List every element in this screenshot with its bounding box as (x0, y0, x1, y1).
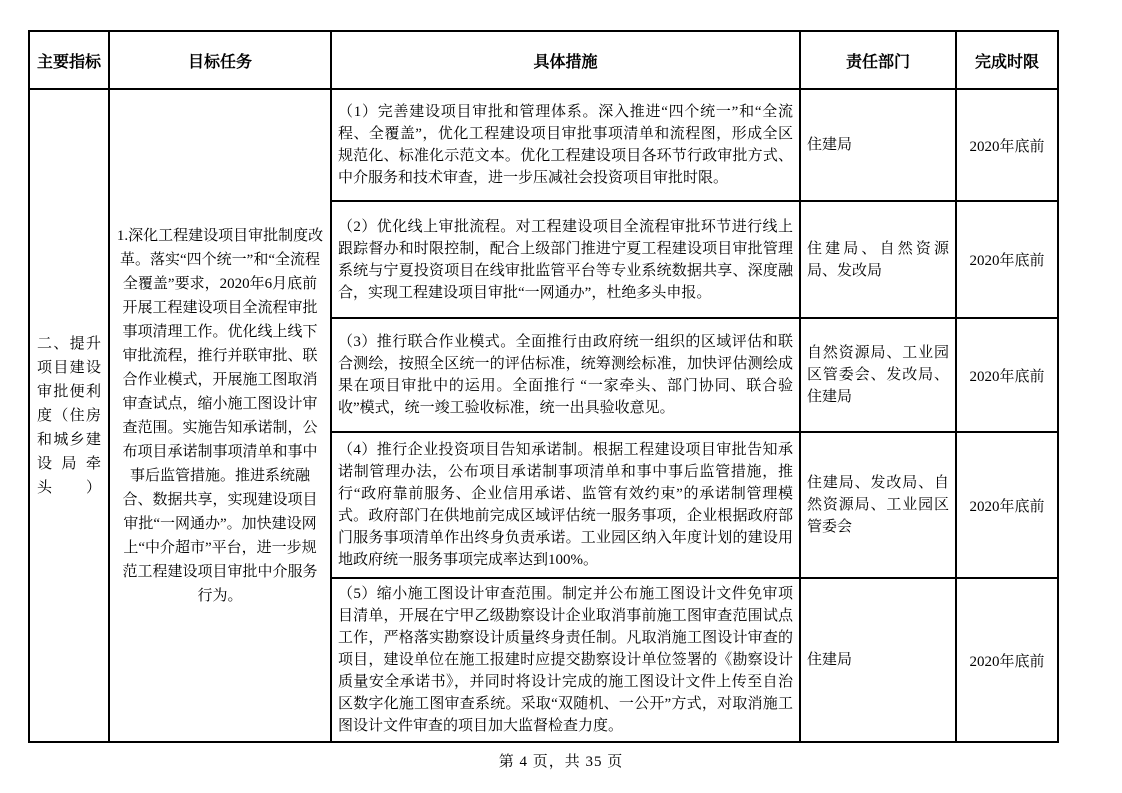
header-main-indicator: 主要指标 (29, 31, 109, 89)
main-indicator-cell: 二、提升项目建设审批便利度（住房和城乡建设局牵头） (29, 89, 109, 742)
deadline-cell-2: 2020年底前 (956, 201, 1058, 318)
department-cell-1: 住建局 (800, 89, 956, 201)
department-cell-5: 住建局 (800, 578, 956, 742)
table-header-row (29, 31, 1058, 89)
measure-cell-3: （3）推行联合作业模式。全面推行由政府统一组织的区域评估和联合测绘，按照全区统一的评估标准，统筹测绘标准，加快评估测绘成果在项目审批中的运用。全面推行 “一家牵头、部门协同、联合验收”模式，统一竣工验收标准，统一出具验收意见。 (331, 318, 800, 432)
measure-cell-1: （1）完善建设项目审批和管理体系。深入推进“四个统一”和“全流程、全覆盖”，优化工程建设项目审批事项清单和流程图，形成全区规范化、标准化示范文本。优化工程建设项目各环节行政审批方式、中介服务和技术审查，进一步压减社会投资项目审批时限。 (331, 89, 800, 201)
target-task-cell: 1.深化工程建设项目审批制度改革。落实“四个统一”和“全流程全覆盖”要求，2020年6月底前开展工程建设项目全流程审批事项清理工作。优化线上线下审批流程，推行并联审批、联合作业模式，开展施工图取消审查试点，缩小施工图设计审查范围。实施告知承诺制，公布项目承诺制事项清单和事中事后监管措施。推进系统融合、数据共享，实现建设项目审批“一网通办”。加快建设网上“中介超市”平台，进一步规范工程建设项目审批中介服务行为。 (109, 89, 331, 742)
page-number-footer: 第 4 页，共 35 页 (498, 754, 624, 770)
header-responsible-department: 责任部门 (800, 31, 956, 89)
department-cell-4: 住建局、发改局、自然资源局、工业园区管委会 (800, 432, 956, 578)
deadline-cell-5: 2020年底前 (956, 578, 1058, 742)
deadline-cell-4: 2020年底前 (956, 432, 1058, 578)
header-target-task: 目标任务 (109, 31, 331, 89)
table-row (29, 89, 1058, 201)
measure-cell-2: （2）优化线上审批流程。对工程建设项目全流程审批环节进行线上跟踪督办和时限控制，配合上级部门推进宁夏工程建设项目审批管理系统与宁夏投资项目在线审批监管平台等专业系统数据共享、深度融合，实现工程建设项目审批“一网通办”，杜绝多头申报。 (331, 201, 800, 318)
department-cell-2: 住建局、自然资源局、发改局 (800, 201, 956, 318)
measures-table (28, 30, 1059, 743)
header-deadline: 完成时限 (956, 31, 1058, 89)
department-cell-3: 自然资源局、工业园区管委会、发改局、住建局 (800, 318, 956, 432)
measure-cell-4: （4）推行企业投资项目告知承诺制。根据工程建设项目审批告知承诺制管理办法，公布项目承诺制事项清单和事中事后监管措施，推行“政府靠前服务、企业信用承诺、监管有效约束”的承诺制管理模式。政府部门在供地前完成区域评估统一服务事项，企业根据政府部门服务事项清单作出终身负责承诺。工业园区纳入年度计划的建设用地政府统一服务事项完成率达到100%。 (331, 432, 800, 578)
deadline-cell-1: 2020年底前 (956, 89, 1058, 201)
header-specific-measures: 具体措施 (331, 31, 800, 89)
deadline-cell-3: 2020年底前 (956, 318, 1058, 432)
measure-cell-5: （5）缩小施工图设计审查范围。制定并公布施工图设计文件免审项目清单，开展在宁甲乙级勘察设计企业取消事前施工图审查范围试点工作，严格落实勘察设计质量终身责任制。凡取消施工图设计审查的项目，建设单位在施工报建时应提交勘察设计单位签署的《勘察设计质量安全承诺书》，并同时将设计完成的施工图设计文件上传至自治区数字化施工图审查系统。采取“双随机、一公开”方式，对取消施工图设计文件审查的项目加大监督检查力度。 (331, 578, 800, 742)
